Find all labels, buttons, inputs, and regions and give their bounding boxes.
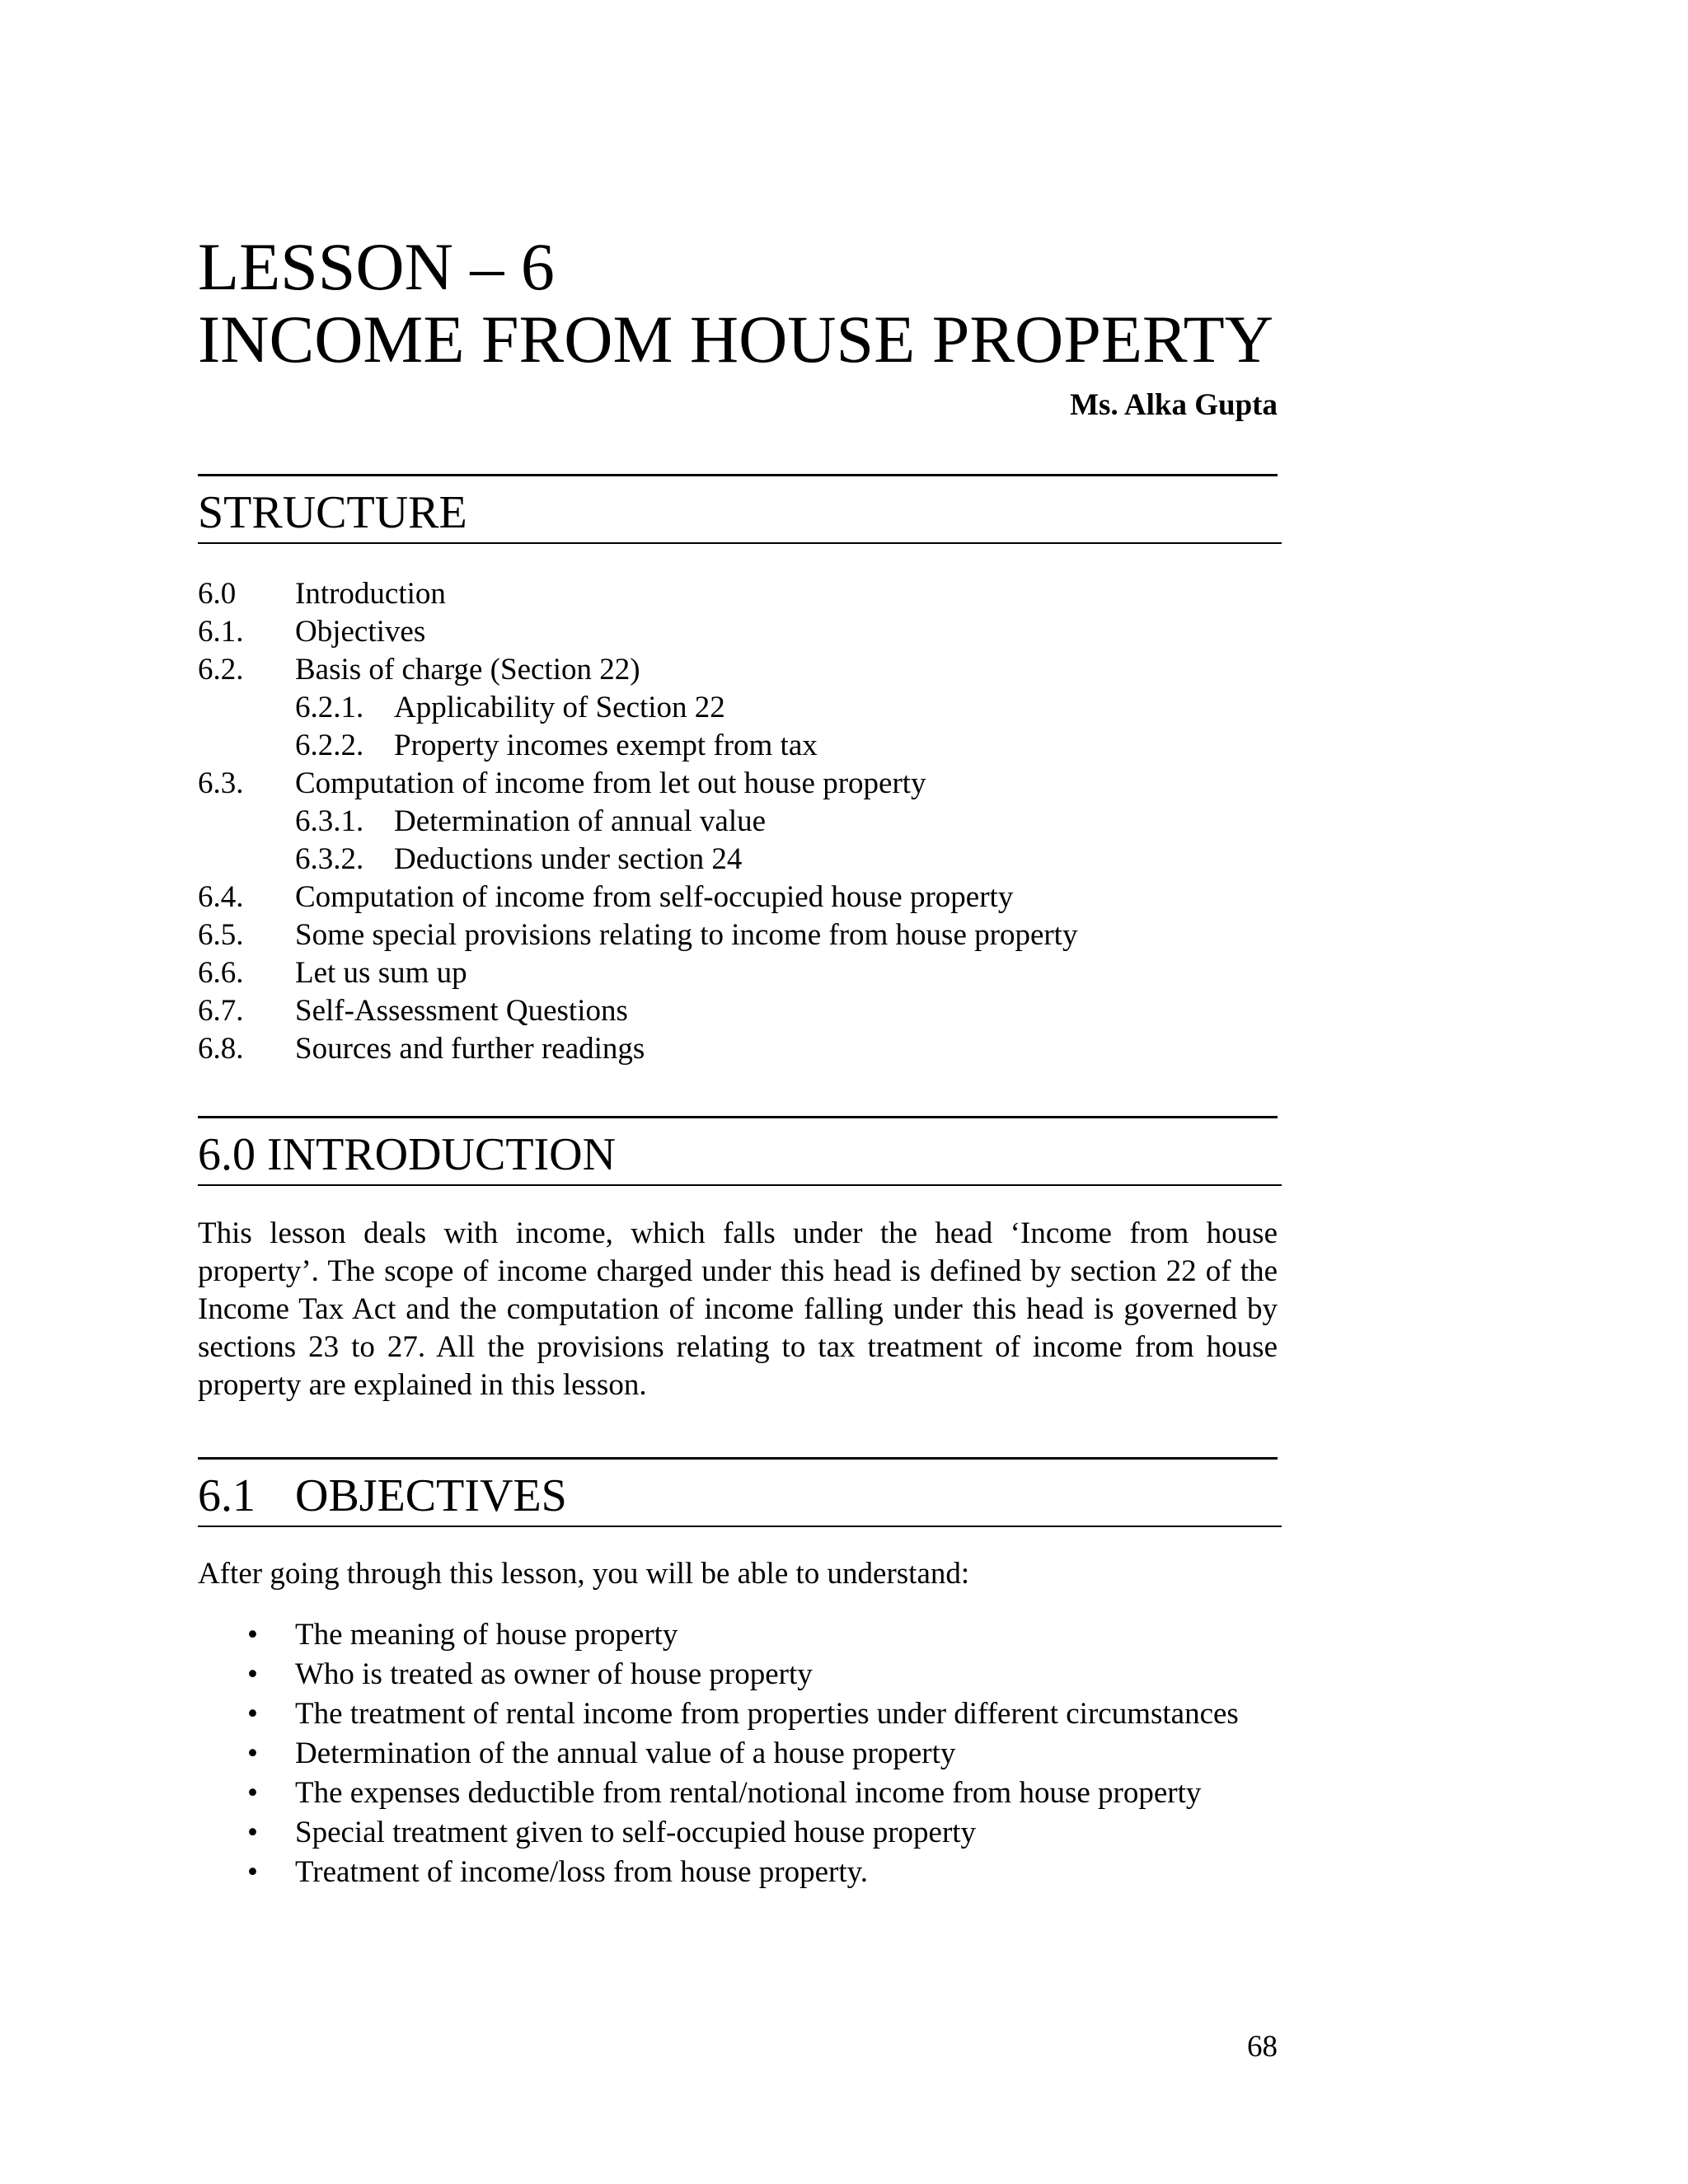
- toc-text: Introduction: [295, 577, 446, 611]
- list-item: [198, 1853, 1278, 1892]
- objectives-intro: After going through this lesson, you will be able to understand:: [198, 1557, 970, 1591]
- toc-text: Some special provisions relating to income from house property: [295, 918, 1078, 952]
- list-item: [198, 1813, 1278, 1853]
- toc-number: 6.7.: [198, 994, 244, 1028]
- bullet-icon: •: [247, 1816, 258, 1849]
- objective-text: Who is treated as owner of house property: [295, 1657, 813, 1691]
- structure-heading-block: [198, 474, 1278, 544]
- objective-text: Special treatment given to self-occupied house property: [295, 1816, 977, 1849]
- toc-item: [198, 1030, 1278, 1068]
- toc-number: 6.6.: [198, 956, 244, 990]
- introduction-heading: 6.0 INTRODUCTION: [198, 1129, 617, 1180]
- toc-text: Computation of income from let out house property: [295, 766, 926, 800]
- list-item: [198, 1734, 1278, 1774]
- toc-text: Objectives: [295, 615, 426, 649]
- divider: [198, 1526, 1282, 1527]
- objective-text: The expenses deductible from rental/notional income from house property: [295, 1776, 1202, 1810]
- toc-item: [198, 879, 1278, 916]
- objective-text: Treatment of income/loss from house property.: [295, 1855, 868, 1889]
- toc-number: 6.3.: [198, 766, 244, 800]
- author-name: Ms. Alka Gupta: [1070, 388, 1278, 422]
- toc-number: 6.2.: [198, 653, 244, 687]
- toc-item: [198, 613, 1278, 651]
- toc-item: [198, 992, 1278, 1030]
- introduction-heading-block: [198, 1116, 1278, 1186]
- toc-number: 6.5.: [198, 918, 244, 952]
- page-number: 68: [1247, 2030, 1278, 2064]
- toc-number: 6.2.2.: [295, 729, 364, 762]
- document-page: [198, 0, 1278, 2184]
- bullet-icon: •: [247, 1697, 258, 1731]
- toc-number: 6.2.1.: [295, 691, 364, 724]
- objectives-heading-number: 6.1: [198, 1470, 256, 1521]
- toc-text: Computation of income from self-occupied house property: [295, 880, 1014, 914]
- toc-item: [198, 954, 1278, 992]
- toc-text: Determination of annual value: [394, 804, 767, 838]
- objectives-list: [198, 1615, 1278, 1892]
- objective-text: The meaning of house property: [295, 1618, 678, 1652]
- toc-subitem: [198, 689, 1278, 727]
- toc-number: 6.3.1.: [295, 804, 364, 838]
- toc-text: Deductions under section 24: [394, 842, 743, 876]
- toc-subitem: [198, 727, 1278, 765]
- bullet-icon: •: [247, 1736, 258, 1770]
- introduction-paragraph: This lesson deals with income, which falls under the head ‘Income from house property’. The scope of income charged under this head is defined by section 22 of the Income Tax Act and the computation of income falling under this head is governed by sections 23 to 27. All the provisions relating to tax treatment of income from house property are explained in this lesson.: [198, 1216, 1278, 1402]
- objectives-heading-text: OBJECTIVES: [295, 1470, 567, 1521]
- list-item: [198, 1615, 1278, 1655]
- toc-number: 6.0: [198, 577, 237, 611]
- toc-subitem: [198, 803, 1278, 841]
- toc-item: [198, 916, 1278, 954]
- toc-item: [198, 765, 1278, 803]
- list-item: [198, 1694, 1278, 1734]
- toc-item: [198, 575, 1278, 613]
- toc-subitem: [198, 841, 1278, 879]
- lesson-title: [198, 231, 1273, 376]
- list-item: [198, 1655, 1278, 1694]
- lesson-subject: INCOME FROM HOUSE PROPERTY: [198, 302, 1273, 377]
- toc-text: Let us sum up: [295, 956, 467, 990]
- toc-number: 6.4.: [198, 880, 244, 914]
- objectives-heading-block: [198, 1457, 1278, 1527]
- bullet-icon: •: [247, 1618, 258, 1652]
- structure-heading: STRUCTURE: [198, 487, 467, 538]
- lesson-label: LESSON – 6: [198, 229, 555, 304]
- list-item: [198, 1774, 1278, 1813]
- bullet-icon: •: [247, 1855, 258, 1889]
- toc-number: 6.8.: [198, 1032, 244, 1066]
- toc-text: Self-Assessment Questions: [295, 994, 628, 1028]
- toc-text: Applicability of Section 22: [394, 691, 725, 724]
- divider: [198, 542, 1282, 544]
- toc-item: [198, 651, 1278, 689]
- divider: [198, 1184, 1282, 1186]
- bullet-icon: •: [247, 1776, 258, 1810]
- toc-number: 6.3.2.: [295, 842, 364, 876]
- toc-number: 6.1.: [198, 615, 244, 649]
- toc-text: Property incomes exempt from tax: [394, 729, 818, 762]
- toc-text: Basis of charge (Section 22): [295, 653, 640, 687]
- objective-text: The treatment of rental income from properties under different circumstances: [295, 1697, 1239, 1731]
- toc-text: Sources and further readings: [295, 1032, 645, 1066]
- bullet-icon: •: [247, 1657, 258, 1691]
- objective-text: Determination of the annual value of a house property: [295, 1736, 956, 1770]
- structure-list: [198, 575, 1278, 1068]
- objectives-heading: [198, 1460, 1278, 1526]
